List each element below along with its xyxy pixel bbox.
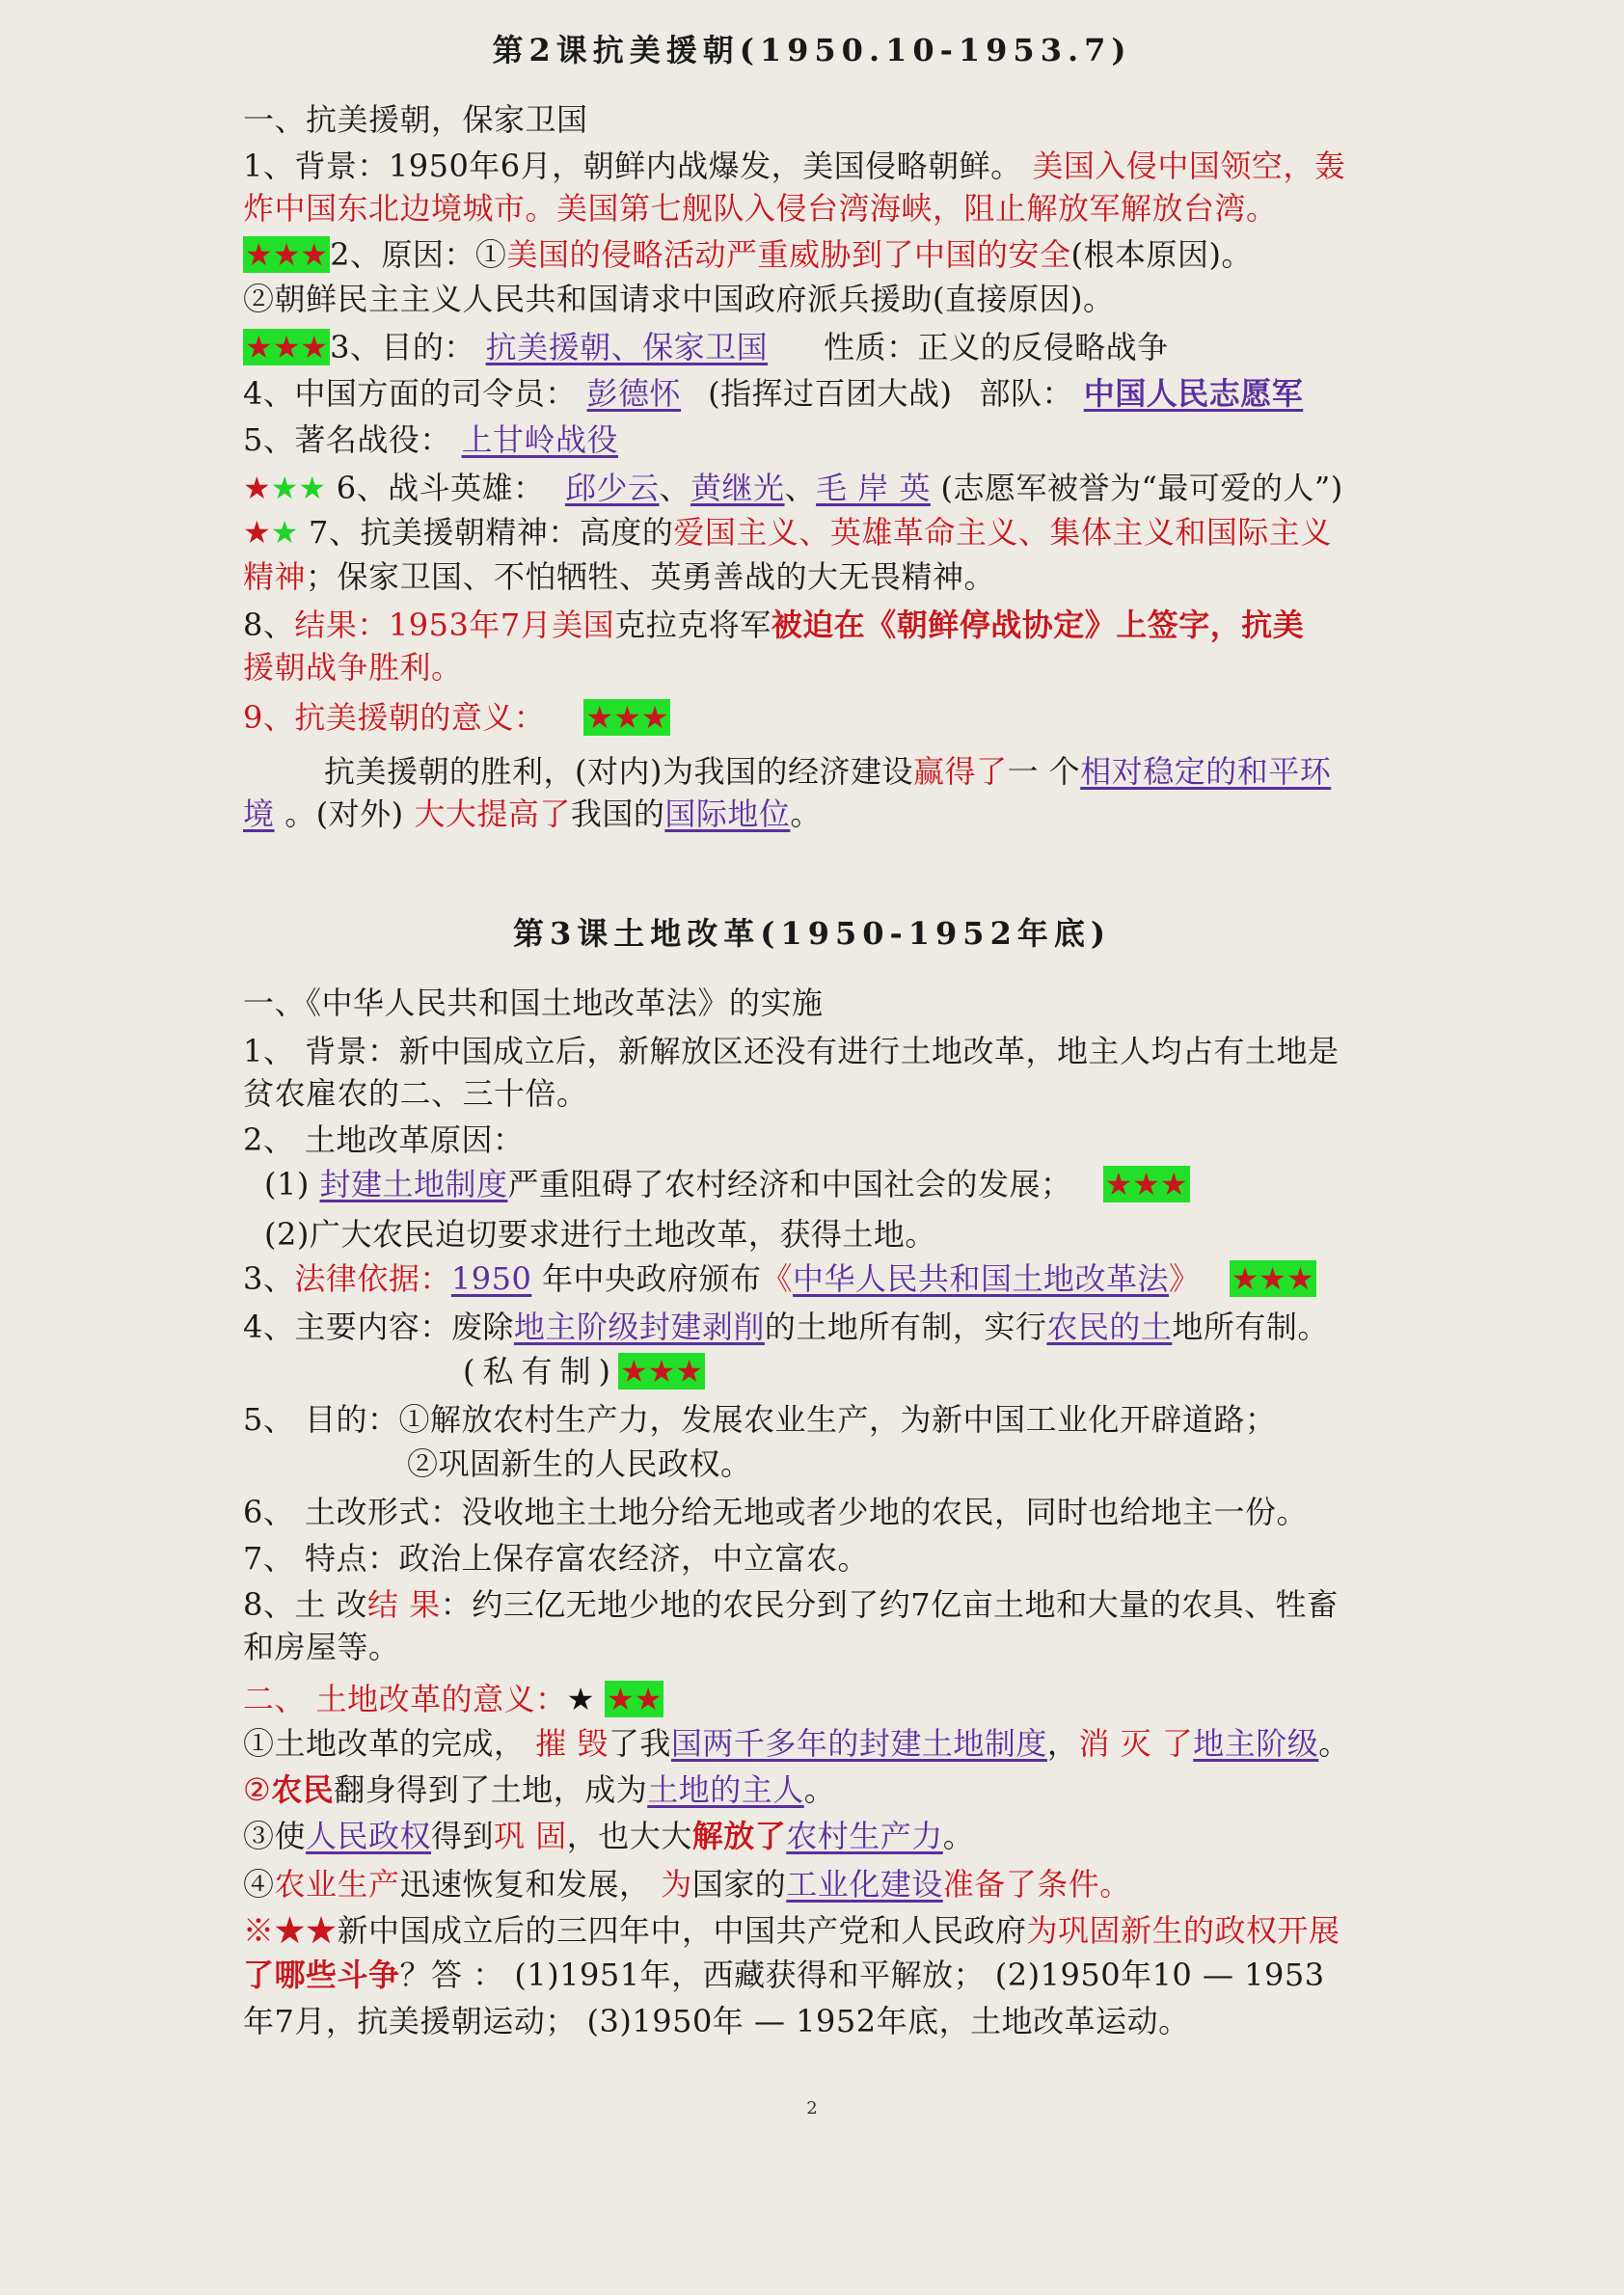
- lesson2-heroes-line: ★★★ 6、战斗英雄： 邱少云、黄继光、毛 岸 英 (志愿军被誉为“最可爱的人”): [243, 470, 1343, 506]
- lesson2-title: 第2课抗美援朝(1950.10-1953.7): [492, 32, 1132, 68]
- lesson2-significance-para: 抗美援朝的胜利，(对内)为我国的经济建设赢得了一 个相对稳定的和平环: [324, 753, 1332, 790]
- lesson3-section2-heading: 二、 土地改革的意义：★ ★★: [243, 1681, 663, 1717]
- lesson3-question-line2: 了哪些斗争？答 ： (1)1951年，西藏获得和平解放； (2)1950年10 — 1953: [243, 1957, 1325, 1993]
- lesson2-purpose-line: ★★★3、目的： 抗美援朝、保家卫国 性质：正义的反侵略战争: [245, 329, 1169, 365]
- lesson3-legal-basis-line: 3、法律依据：1950 年中央政府颁布《中华人民共和国土地改革法》 ★★★: [243, 1260, 1314, 1297]
- importance-stars: ★★★: [619, 1353, 704, 1390]
- lesson3-reason-1: (1) 封建土地制度严重阻碍了农村经济和中国社会的发展； ★★★: [264, 1166, 1188, 1202]
- lesson2-cause-line: ★★★2、原因：①美国的侵略活动严重威胁到了中国的安全(根本原因)。: [245, 236, 1253, 273]
- lesson3-purpose-line: 5、 目的：①解放农村生产力，发展农业生产，为新中国工业化开辟道路；: [243, 1401, 1277, 1438]
- lesson2-spirit-line2: 精神；保家卫国、不怕牺牲、英勇善战的大无畏精神。: [243, 558, 996, 595]
- lesson3-section1-heading: 一、《中华人民共和国土地改革法》的实施: [243, 985, 824, 1021]
- lesson2-section1-heading: 一、抗美援朝，保家卫国: [243, 101, 588, 138]
- lesson3-result-line: 8、土 改结 果：约三亿无地少地的农民分到了约7亿亩土地和大量的农具、牲畜: [243, 1586, 1339, 1623]
- lesson2-result-line: 8、结果：1953年7月美国克拉克将军被迫在《朝鲜停战协定》上签字，抗美: [243, 607, 1305, 643]
- lesson3-background-line2: 贫农雇农的二、三十倍。: [243, 1075, 588, 1112]
- lesson2-background-line: 1、背景：1950年6月，朝鲜内战爆发，美国侵略朝鲜。 美国入侵中国领空，轰: [243, 148, 1346, 184]
- lesson2-commander-line: 4、中国方面的司令员： 彭德怀 (指挥过百团大战) 部队： 中国人民志愿军: [243, 375, 1304, 412]
- importance-stars: ★: [270, 514, 299, 551]
- lesson3-background-line: 1、 背景：新中国成立后，新解放区还没有进行土地改革，地主人均占有土地是: [243, 1033, 1340, 1069]
- lesson3-question-line3: 年7月，抗美援朝运动； (3)1950年 — 1952年底，土地改革运动。: [243, 2003, 1190, 2039]
- importance-stars: ★★★: [245, 329, 329, 365]
- lesson2-background-line2: 炸中国东北边境城市。美国第七舰队入侵台湾海峡，阻止解放军解放台湾。: [243, 190, 1278, 227]
- lesson2-spirit-line: ★★ 7、抗美援朝精神：高度的爱国主义、英雄革命主义、集体主义和国际主义: [243, 514, 1332, 551]
- importance-stars: ★★★: [1104, 1166, 1188, 1202]
- lesson3-meaning-2: ②农民翻身得到了土地，成为土地的主人。: [243, 1771, 836, 1808]
- lesson2-battle-line: 5、著名战役： 上甘岭战役: [243, 421, 619, 458]
- lesson3-content-line: 4、主要内容：废除地主阶级封建剥削的土地所有制，实行农民的土地所有制。: [243, 1309, 1329, 1345]
- lesson3-reason-heading: 2、 土地改革原因：: [243, 1121, 525, 1158]
- lesson3-meaning-1: ①土地改革的完成， 摧 毁了我国两千多年的封建土地制度，消 灭 了地主阶级。: [243, 1725, 1350, 1762]
- importance-stars: ★: [243, 514, 271, 551]
- importance-stars: ★★★: [585, 699, 669, 736]
- page-number: 2: [806, 2098, 818, 2119]
- lesson3-title: 第3课土地改革(1950-1952年底): [513, 915, 1111, 952]
- lesson2-cause-line2: ②朝鲜民主主义人民共和国请求中国政府派兵援助(直接原因)。: [243, 281, 1115, 317]
- lesson2-significance-heading: 9、抗美援朝的意义： ★★★: [243, 699, 669, 736]
- lesson3-content-line2: (私有制)★★★: [463, 1353, 704, 1390]
- importance-stars: ★★★: [1231, 1260, 1314, 1297]
- importance-stars: ★: [243, 470, 271, 506]
- lesson2-significance-para2: 境 。(对外) 大大提高了我国的国际地位。: [243, 796, 822, 832]
- importance-stars: ★★★: [245, 236, 329, 273]
- importance-stars: ★★: [270, 470, 327, 506]
- lesson2-result-line2: 援朝战争胜利。: [243, 649, 463, 686]
- importance-stars: ★★: [607, 1681, 663, 1717]
- lesson3-meaning-3: ③使人民政权得到巩 固，也大大解放了农村生产力。: [243, 1818, 975, 1854]
- lesson3-reason-2: (2)广大农民迫切要求进行土地改革，获得土地。: [264, 1216, 936, 1253]
- lesson3-question-line: ※★★新中国成立后的三四年中，中国共产党和人民政府为巩固新生的政权开展: [243, 1912, 1340, 1949]
- lesson3-form-line: 6、 土改形式：没收地主土地分给无地或者少地的农民，同时也给地主一份。: [243, 1494, 1309, 1530]
- lesson3-result-line2: 和房屋等。: [243, 1629, 400, 1665]
- lesson3-feature-line: 7、 特点：政治上保存富农经济，中立富农。: [243, 1540, 870, 1577]
- lesson3-meaning-4: ④农业生产迅速恢复和发展， 为国家的工业化建设准备了条件。: [243, 1866, 1131, 1903]
- lesson3-purpose-line2: ②巩固新生的人民政权。: [407, 1445, 752, 1482]
- importance-stars: ★: [566, 1681, 595, 1717]
